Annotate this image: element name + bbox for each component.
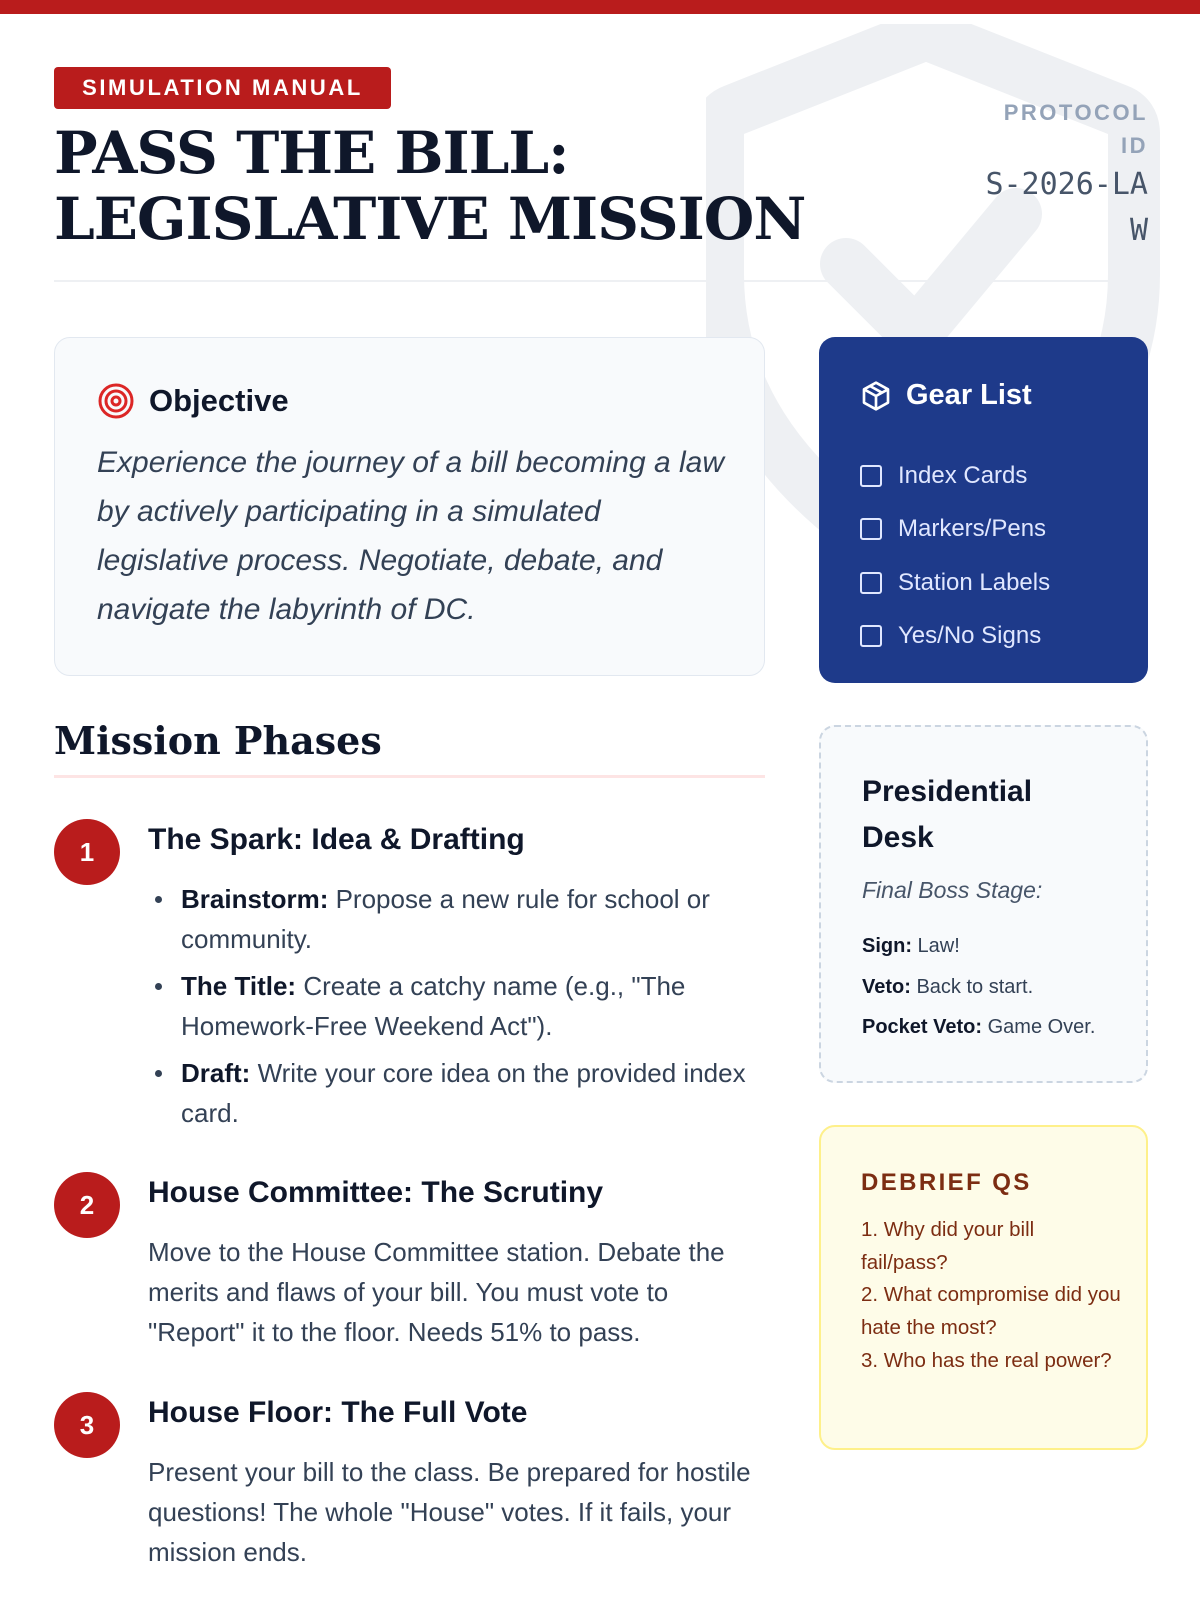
bullet-text: Propose a new rule for school or community.: [181, 884, 710, 954]
gear-item-label: Yes/No Signs: [898, 622, 1042, 650]
header-divider: [54, 280, 1148, 282]
gear-item-markers-pens[interactable]: [860, 503, 1050, 557]
step-title: House Floor: The Full Vote: [148, 1396, 528, 1429]
bullet-term: The Title:: [181, 971, 297, 1001]
checkbox-icon[interactable]: [860, 518, 882, 540]
outcome-term: Pocket Veto:: [862, 1016, 983, 1038]
gear-list-title: Gear List: [906, 379, 1032, 411]
step-title: The Spark: Idea & Drafting: [148, 823, 525, 856]
mission-phases-divider: [54, 775, 765, 778]
outcome-text: Law!: [912, 935, 960, 957]
gear-item-label: Markers/Pens: [898, 515, 1047, 543]
presidential-desk-subtitle: Final Boss Stage:: [862, 877, 1043, 903]
objective-title: Objective: [149, 383, 289, 418]
debrief-question-list: [861, 1214, 1121, 1378]
gear-item-index-cards[interactable]: [860, 449, 1050, 503]
gear-list-card: [819, 337, 1148, 683]
target-icon: [97, 382, 135, 420]
step-number-badge: 1: [54, 819, 120, 885]
page-title: PASS THE BILL: LEGISLATIVE MISSION: [54, 119, 806, 253]
step-number-badge: 2: [54, 1172, 120, 1238]
checkbox-icon[interactable]: [860, 625, 882, 647]
list-item: 1. Why did your bill fail/pass?: [861, 1218, 1035, 1274]
bullet-text: Write your core idea on the provided index card.: [181, 1058, 746, 1128]
step-title: House Committee: The Scrutiny: [148, 1176, 604, 1209]
gear-list: [860, 449, 1050, 663]
box-icon: [860, 380, 892, 412]
gear-item-label: Station Labels: [898, 568, 1051, 596]
gear-item-yes-no-signs[interactable]: [860, 610, 1050, 664]
list-item: [862, 1016, 1095, 1057]
step-number-badge: 3: [54, 1392, 120, 1458]
bullet-term: Brainstorm:: [181, 884, 329, 914]
list-item: 2. What compromise did you hate the most?: [861, 1283, 1121, 1340]
bullet-text: Create a catchy name (e.g., "The Homework-Free Weekend Act").: [181, 971, 686, 1041]
presidential-desk-title: Presidential Desk: [862, 775, 1033, 854]
protocol-id-label: PROTOCOL ID: [1003, 100, 1148, 158]
list-item: [148, 1053, 768, 1133]
objective-card: [54, 337, 765, 676]
presidential-outcomes: [862, 935, 1095, 1057]
top-accent-bar: [0, 0, 1200, 14]
presidential-desk-card: [819, 725, 1148, 1083]
outcome-term: Veto:: [862, 975, 911, 998]
outcome-term: Sign:: [862, 935, 912, 957]
debrief-questions-card: [819, 1125, 1148, 1450]
protocol-id-value: S-2026-LAW: [985, 167, 1148, 248]
objective-header: [97, 382, 289, 420]
step-description: Move to the House Committee station. Debate the merits and flaws of your bill. You must vote to "Report" it to the floor. Needs 51% to pass.: [148, 1237, 725, 1347]
simulation-manual-badge: SIMULATION MANUAL: [54, 67, 391, 109]
step-bullet-list: [148, 879, 768, 1140]
list-item: [862, 976, 1095, 1017]
list-item: [148, 879, 768, 959]
mission-phases-heading: Mission Phases: [54, 718, 382, 763]
list-item: [862, 935, 1095, 976]
gear-item-station-labels[interactable]: [860, 556, 1050, 610]
debrief-title: DEBRIEF QS: [861, 1169, 1032, 1196]
outcome-text: Game Over.: [982, 1016, 1096, 1038]
bullet-term: Draft:: [181, 1058, 251, 1088]
checkbox-icon[interactable]: [860, 572, 882, 594]
list-item: [148, 966, 768, 1046]
outcome-text: Back to start.: [910, 975, 1034, 998]
step-description: Present your bill to the class. Be prepared for hostile questions! The whole "House" votes. If it fails, your mission ends.: [148, 1457, 751, 1567]
objective-text: Experience the journey of a bill becoming a law by actively participating in a simulated legislative process. Negotiate, debate, and navigate the labyrinth of DC.: [97, 446, 725, 626]
list-item: 3. Who has the real power?: [861, 1348, 1112, 1372]
checkbox-icon[interactable]: [860, 465, 882, 487]
gear-list-header: [860, 379, 1032, 412]
gear-item-label: Index Cards: [898, 461, 1028, 489]
